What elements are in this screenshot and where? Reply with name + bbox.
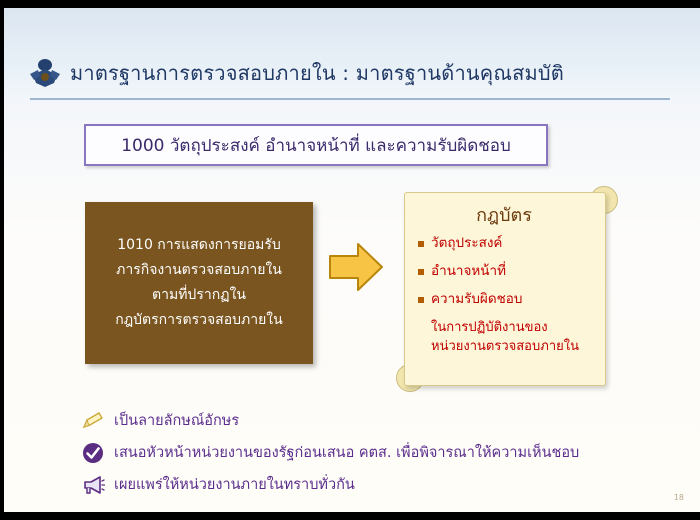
objective-banner-label: 1000 วัตถุประสงค์ อำนาจหน้าที่ และความรับผิดชอบ (121, 135, 511, 156)
brown-box-line: ภารกิจงานตรวจสอบภายใน (116, 262, 282, 278)
scroll-item-sub: ในการปฏิบัติงานของ (431, 320, 548, 335)
slide-canvas (0, 8, 700, 512)
bottom-item-label: เสนอหัวหน้าหน่วยงานของรัฐก่อนเสนอ คตส. เพื่อพิจารณาให้ความเห็นชอบ (114, 445, 580, 461)
title-divider (30, 98, 670, 100)
square-bullet-icon (418, 241, 424, 247)
megaphone-icon (80, 473, 106, 497)
brown-box-line: กฎบัตรการตรวจสอบภายใน (115, 312, 283, 328)
brown-box-line: 1010 การแสดงการยอมรับ (117, 237, 281, 253)
brown-info-box (85, 202, 313, 364)
page-title: มาตรฐานการตรวจสอบภายใน : มาตรฐานด้านคุณสมบัติ (70, 61, 564, 85)
list-item (80, 470, 680, 499)
pencil-icon (80, 409, 106, 433)
scroll-item-label: ความรับผิดชอบ (431, 291, 523, 307)
scroll-item-sub: หน่วยงานตรวจสอบภายใน (431, 339, 579, 354)
scroll-heading: กฎบัตร (476, 205, 532, 226)
page-number: 18 (673, 493, 684, 502)
list-item (418, 234, 604, 253)
bottom-item-label: เป็นลายลักษณ์อักษร (114, 413, 240, 429)
scroll-item-list (418, 234, 604, 356)
check-circle-icon (80, 441, 106, 465)
scroll-item-label: อำนาจหน้าที่ (431, 263, 507, 279)
slide-title-row (30, 52, 670, 94)
charter-scroll (396, 180, 618, 396)
government-emblem-icon (30, 56, 60, 90)
scroll-item-label: วัตถุประสงค์ (431, 235, 503, 251)
list-item (80, 406, 680, 435)
bottom-item-label: เผยแพร่ให้หน่วยงานภายในทราบทั่วกัน (114, 477, 355, 493)
right-arrow-icon (328, 240, 384, 294)
list-item (418, 262, 604, 281)
list-item (80, 438, 680, 467)
square-bullet-icon (418, 269, 424, 275)
list-item (418, 290, 604, 309)
square-bullet-icon (418, 297, 424, 303)
left-edge-bar (0, 8, 4, 512)
brown-box-line: ตามที่ปรากฏใน (152, 287, 246, 303)
bottom-bullet-list (80, 406, 680, 502)
objective-banner (84, 124, 548, 166)
